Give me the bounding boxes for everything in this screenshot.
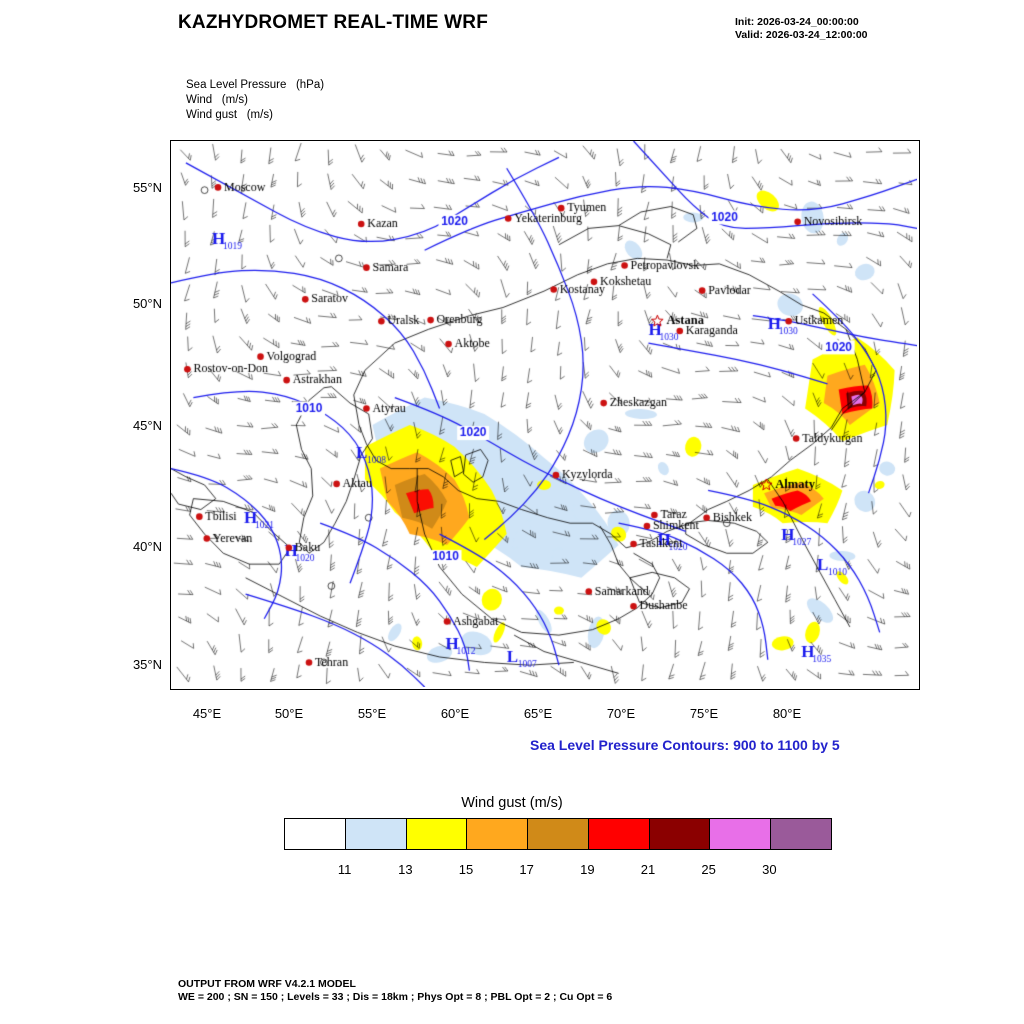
colorbar-tick-19: 19 [580, 862, 595, 877]
colorbar-swatch-0 [285, 819, 346, 849]
colorbar-swatch-2 [407, 819, 468, 849]
colorbar-swatch-7 [710, 819, 771, 849]
lon-label-45e: 45°E [192, 706, 222, 721]
lat-label-50n: 50°N [132, 296, 162, 311]
colorbar-tick-15: 15 [458, 862, 474, 877]
valid-time: Valid: 2026-03-24_12:00:00 [735, 29, 868, 41]
page-title: KAZHYDROMET REAL-TIME WRF [178, 12, 489, 33]
colorbar-swatch-1 [346, 819, 407, 849]
lat-label-45n: 45°N [132, 418, 162, 433]
lon-label-80e: 80°E [772, 706, 802, 721]
legend-line-slp: Sea Level Pressure (hPa) [186, 79, 325, 91]
colorbar-swatch-8 [771, 819, 831, 849]
contour-note: Sea Level Pressure Contours: 900 to 1100 by 5 [530, 737, 840, 753]
lon-label-55e: 55°E [357, 706, 387, 721]
lat-label-35n: 35°N [132, 657, 162, 672]
lon-label-60e: 60°E [440, 706, 470, 721]
weather-map[interactable] [170, 140, 920, 690]
init-time: Init: 2026-03-24_00:00:00 [735, 16, 859, 28]
variable-legend [186, 78, 324, 123]
run-time-block [735, 16, 868, 42]
lon-label-75e: 75°E [689, 706, 719, 721]
colorbar-tick-21: 21 [640, 862, 656, 877]
lon-label-65e: 65°E [523, 706, 553, 721]
colorbar-tick-13: 13 [398, 862, 413, 877]
colorbar-swatch-5 [589, 819, 650, 849]
lat-label-40n: 40°N [132, 539, 162, 554]
map-canvas[interactable] [171, 141, 917, 687]
colorbar [284, 818, 832, 850]
colorbar-ticks [284, 862, 830, 882]
legend-line-wind: Wind (m/s) [186, 94, 248, 106]
lon-label-70e: 70°E [606, 706, 636, 721]
footer-line-model: OUTPUT FROM WRF V4.2.1 MODEL [178, 978, 356, 990]
legend-line-gust: Wind gust (m/s) [186, 109, 273, 121]
lon-label-50e: 50°E [274, 706, 304, 721]
model-footer [178, 978, 612, 1004]
colorbar-title: Wind gust (m/s) [461, 795, 563, 811]
colorbar-tick-11: 11 [337, 862, 352, 877]
colorbar-swatch-3 [467, 819, 528, 849]
lat-label-55n: 55°N [132, 180, 162, 195]
colorbar-swatch-4 [528, 819, 589, 849]
colorbar-swatch-6 [650, 819, 711, 849]
footer-line-config: WE = 200 ; SN = 150 ; Levels = 33 ; Dis = 18km ; Phys Opt = 8 ; PBL Opt = 2 ; Cu Opt = 6 [178, 991, 613, 1003]
colorbar-tick-17: 17 [519, 862, 534, 877]
colorbar-tick-30: 30 [762, 862, 777, 877]
colorbar-tick-25: 25 [701, 862, 716, 877]
